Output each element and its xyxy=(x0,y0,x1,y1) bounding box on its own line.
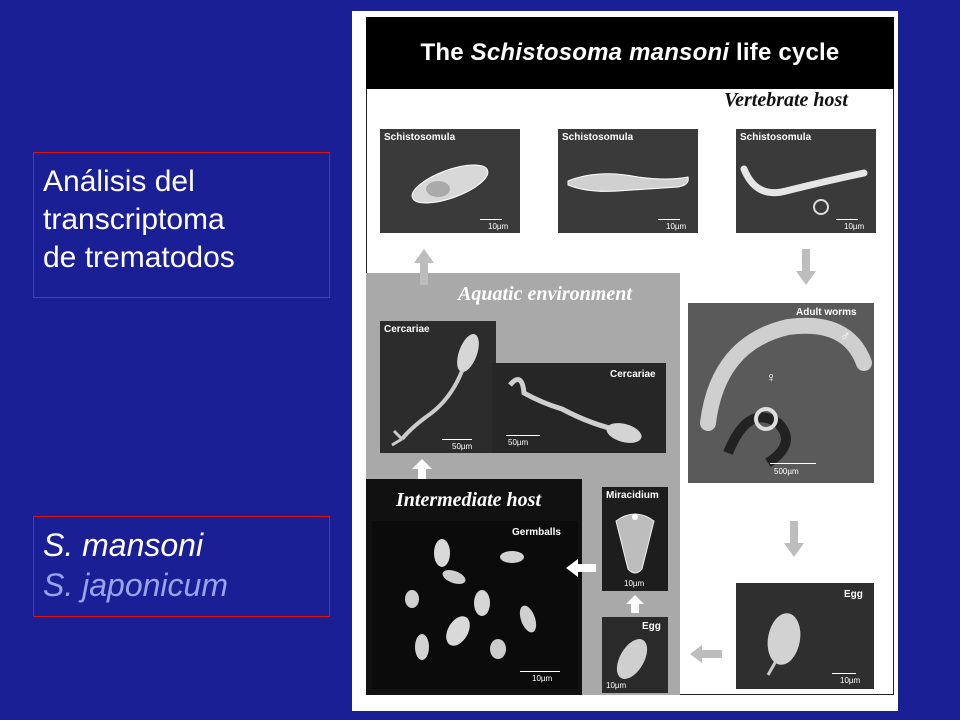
topic-line-1: Análisis del xyxy=(43,165,195,198)
schistosomula-shape-3 xyxy=(736,129,876,233)
scale-text: 10µm xyxy=(840,676,861,685)
topic-line-2: transcriptoma xyxy=(43,203,225,236)
schistosomula-shape-2 xyxy=(558,129,698,233)
figure-title xyxy=(366,17,894,89)
cercariae-photo-1 xyxy=(380,321,496,453)
scale-text: 50µm xyxy=(452,442,473,451)
scale-text: 500µm xyxy=(774,467,799,476)
scale-text: 10µm xyxy=(488,222,509,231)
arrow-down-icon xyxy=(782,519,806,559)
adult-worms-photo xyxy=(688,303,874,483)
miracidium-shape xyxy=(602,487,668,591)
scale-bar xyxy=(658,219,680,220)
arrow-up-icon xyxy=(624,593,646,615)
cercariae-shape-1 xyxy=(380,321,496,453)
miracidium-photo xyxy=(602,487,668,591)
arrow-up-icon xyxy=(410,457,434,481)
scale-text: 10µm xyxy=(606,681,627,690)
female-symbol: ♀ xyxy=(766,369,777,385)
species-text-box xyxy=(33,516,330,617)
germballs-shapes xyxy=(372,521,578,689)
egg-photo-large xyxy=(736,583,874,689)
intermediate-host-label: Intermediate host xyxy=(396,489,542,511)
schistosomula-label-2: Schistosomula xyxy=(562,132,634,143)
cercariae-label-1: Cercariae xyxy=(384,324,430,335)
arrow-down-icon xyxy=(794,247,818,287)
scale-bar xyxy=(770,463,816,464)
germballs-photo xyxy=(372,521,578,689)
scale-bar xyxy=(506,435,540,436)
topic-line-3: de trematodos xyxy=(43,241,235,274)
figure-title-suffix: life cycle xyxy=(729,39,840,66)
life-cycle-figure xyxy=(352,11,898,711)
egg-label-small: Egg xyxy=(642,621,661,632)
figure-title-prefix: The xyxy=(420,39,471,66)
aquatic-environment-label: Aquatic environment xyxy=(458,283,632,305)
scale-bar xyxy=(836,219,858,220)
scale-text: 10µm xyxy=(624,579,645,588)
arrow-left-icon xyxy=(688,643,724,665)
adult-worms-label: Adult worms xyxy=(796,307,857,318)
egg-photo-small xyxy=(602,617,668,693)
scale-bar xyxy=(832,673,856,674)
schistosomula-photo-2 xyxy=(558,129,698,233)
schistosomula-shape-1 xyxy=(380,129,520,233)
schistosomula-label-1: Schistosomula xyxy=(384,132,456,143)
scale-bar xyxy=(520,671,560,672)
arrow-left-icon xyxy=(564,557,598,579)
arrow-up-icon xyxy=(412,247,436,287)
schistosomula-label-3: Schistosomula xyxy=(740,132,812,143)
miracidium-label: Miracidium xyxy=(606,490,659,501)
species-japonicum: S. japonicum xyxy=(43,567,228,603)
scale-text: 10µm xyxy=(844,222,865,231)
germballs-label: Germballs xyxy=(512,527,561,538)
cercariae-label-2: Cercariae xyxy=(610,369,656,380)
figure-title-species: Schistosoma mansoni xyxy=(470,39,730,66)
scale-bar xyxy=(442,439,472,440)
schistosomula-photo-1 xyxy=(380,129,520,233)
egg-label-large: Egg xyxy=(844,589,863,600)
scale-text: 50µm xyxy=(508,438,529,447)
schistosomula-photo-3 xyxy=(736,129,876,233)
cercariae-photo-2 xyxy=(492,363,666,453)
scale-bar xyxy=(480,219,502,220)
topic-text-box xyxy=(33,152,330,298)
scale-text: 10µm xyxy=(532,674,553,683)
species-mansoni: S. mansoni xyxy=(43,527,204,563)
scale-text: 10µm xyxy=(666,222,687,231)
vertebrate-host-label: Vertebrate host xyxy=(724,89,848,111)
male-symbol: ♂ xyxy=(840,327,851,343)
